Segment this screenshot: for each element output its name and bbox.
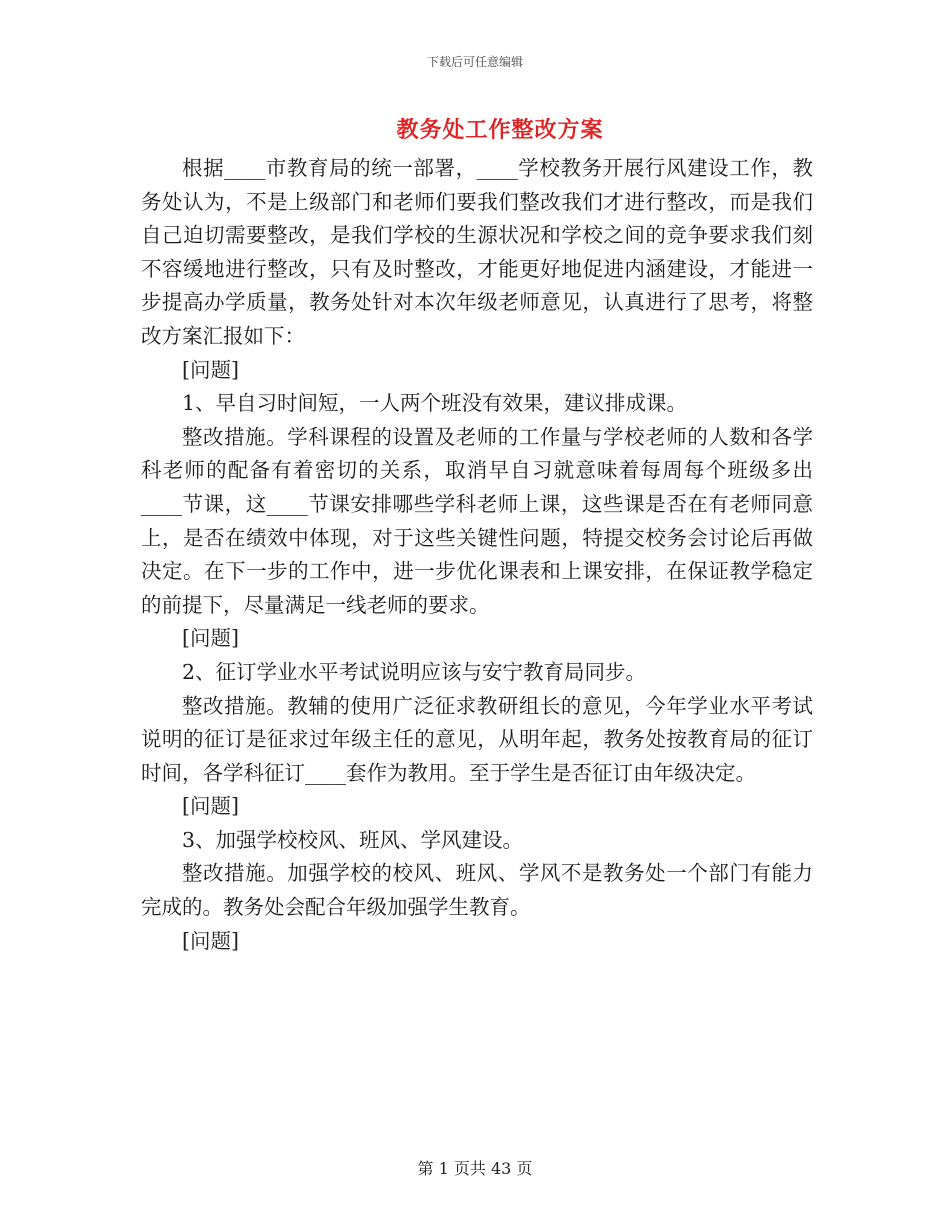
problem-label: [问题]: [182, 626, 239, 651]
document-body: [141, 152, 813, 958]
measure-paragraph-2: 整改措施。教辅的使用广泛征求教研组长的意见，今年学业水平考试说明的征订是征求过年级主任的意见，从明年起，教务处按教育局的征订时间，各学科征订____套作为教用。至于学生是否征订由年级决定。: [141, 693, 813, 785]
issue-heading-2: 2、征订学业水平考试说明应该与安宁教育局同步。: [182, 659, 647, 684]
measure-paragraph-1: 整改措施。学科课程的设置及老师的工作量与学校老师的人数和各学科老师的配备有着密切的关系，取消早自习就意味着每周每个班级多出____节课，这____节课安排哪些学科老师上课，这些课是否在有老师同意上，是否在绩效中体现，对于这些关键性问题，特提交校务会讨论后再做决定。在下一步的工作中，进一步优化课表和上课安排，在保证教学稳定的前提下，尽量满足一线老师的要求。: [141, 424, 813, 617]
issue-heading-1: 1、早自习时间短，一人两个班没有效果，建议排成课。: [182, 391, 688, 416]
measure-paragraph-3: 整改措施。加强学校的校风、班风、学风不是教务处一个部门有能力完成的。教务处会配合年级加强学生教育。: [141, 861, 813, 920]
page-footer: 第 1 页共 43 页: [417, 1159, 533, 1178]
document-title: 教务处工作整改方案: [396, 117, 604, 143]
problem-label: [问题]: [182, 794, 239, 819]
problem-label: [问题]: [182, 928, 239, 953]
intro-paragraph: 根据____市教育局的统一部署，____学校教务开展行风建设工作，教务处认为，不是上级部门和老师们要我们整改我们才进行整改，而是我们自己迫切需要整改，是我们学校的生源状况和学校之间的竞争要求我们刻不容缓地进行整改，只有及时整改，才能更好地促进内涵建设，才能进一步提高办学质量，教务处针对本次年级老师意见，认真进行了思考，将整改方案汇报如下：: [141, 156, 813, 348]
header-note: 下载后可任意编辑: [426, 55, 523, 69]
problem-label: [问题]: [182, 357, 239, 382]
issue-heading-3: 3、加强学校校风、班风、学风建设。: [182, 827, 524, 852]
